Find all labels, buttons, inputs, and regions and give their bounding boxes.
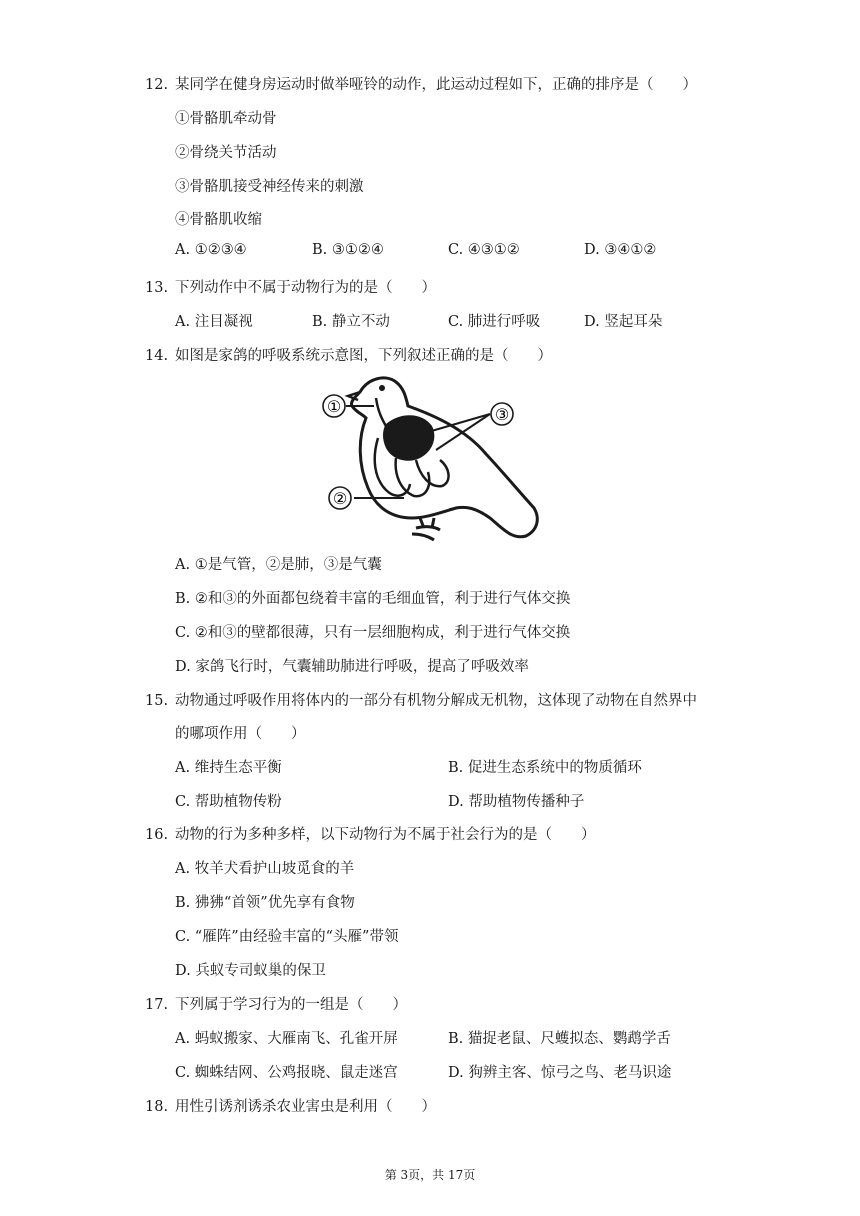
question-15 — [145, 689, 697, 710]
option-c: C. 帮助植物传粉 — [175, 794, 282, 810]
question-14 — [145, 344, 552, 365]
option-c: C. 肺进行呼吸 — [448, 314, 541, 330]
option-d: D. 兵蚁专司蚁巢的保卫 — [175, 963, 326, 979]
step-item: ④骨骼肌收缩 — [175, 212, 262, 228]
option-d: D. ③④①② — [584, 242, 657, 258]
option-a: A. 蚂蚁搬家、大雁南飞、孔雀开屏 — [175, 1031, 398, 1047]
pigeon-leg — [412, 518, 440, 540]
step-item: ②骨绕关节活动 — [175, 145, 277, 161]
question-stem-continued: 的哪项作用（ ） — [175, 726, 306, 742]
option-c: C. “雁阵”由经验丰富的“头雁”带领 — [175, 929, 399, 945]
question-number: 17. — [145, 997, 169, 1013]
step-item: ③骨骼肌接受神经传来的刺激 — [175, 179, 364, 195]
question-number: 16. — [145, 827, 169, 843]
question-16 — [145, 823, 596, 844]
option-b: B. ③①②④ — [312, 242, 384, 258]
pigeon-respiratory-diagram — [316, 368, 546, 548]
question-number: 14. — [145, 348, 169, 364]
option-b: B. 狒狒“首领”优先享有食物 — [175, 895, 355, 911]
question-number: 15. — [145, 693, 169, 709]
question-18 — [145, 1095, 436, 1116]
question-number: 12. — [145, 77, 169, 93]
question-stem: 动物通过呼吸作用将体内的一部分有机物分解成无机物，这体现了动物在自然界中 — [175, 693, 697, 709]
option-a: A. 注目凝视 — [175, 314, 253, 330]
option-b: B. 静立不动 — [312, 314, 390, 330]
option-c: C. ②和③的壁都很薄，只有一层细胞构成，利于进行气体交换 — [175, 625, 571, 641]
label-3-pointer-b — [436, 414, 490, 450]
option-d: D. 帮助植物传播种子 — [448, 794, 585, 810]
pigeon-outline — [351, 378, 537, 537]
label-3: ③ — [494, 405, 510, 424]
option-a: A. 维持生态平衡 — [175, 760, 282, 776]
question-12 — [145, 73, 697, 94]
option-b: B. 促进生态系统中的物质循环 — [448, 760, 642, 776]
option-d: D. 竖起耳朵 — [584, 314, 663, 330]
option-b: B. ②和③的外面都包绕着丰富的毛细血管，利于进行气体交换 — [175, 591, 571, 607]
option-c: C. ④③①② — [448, 242, 520, 258]
lungs — [383, 415, 434, 461]
page-footer: 第 3页，共 17页 — [384, 1168, 476, 1182]
option-c: C. 蜘蛛结网、公鸡报晓、鼠走迷宫 — [175, 1065, 398, 1081]
option-b: B. 猫捉老鼠、尺蠖拟态、鹦鹉学舌 — [448, 1031, 671, 1047]
question-number: 18. — [145, 1099, 169, 1115]
step-item: ①骨骼肌牵动骨 — [175, 111, 277, 127]
question-stem: 下列动作中不属于动物行为的是（ ） — [175, 280, 436, 296]
pigeon-eye — [379, 385, 385, 391]
option-a: A. ①是气管，②是肺，③是气囊 — [175, 557, 382, 573]
question-stem: 如图是家鸽的呼吸系统示意图，下列叙述正确的是（ ） — [175, 348, 552, 364]
label-2: ② — [332, 489, 348, 508]
question-stem: 用性引诱剂诱杀农业害虫是利用（ ） — [175, 1099, 436, 1115]
question-stem: 某同学在健身房运动时做举哑铃的动作，此运动过程如下，正确的排序是（ ） — [175, 77, 697, 93]
question-17 — [145, 993, 407, 1014]
question-13 — [145, 276, 436, 297]
option-a: A. 牧羊犬看护山坡觅食的羊 — [175, 861, 355, 877]
option-d: D. 家鸽飞行时，气囊辅助肺进行呼吸，提高了呼吸效率 — [175, 659, 529, 675]
pigeon-beak — [348, 392, 360, 400]
option-a: A. ①②③④ — [175, 242, 247, 258]
option-d: D. 狗辨主客、惊弓之鸟、老马识途 — [448, 1065, 672, 1081]
label-1: ① — [326, 397, 342, 416]
question-stem: 动物的行为多种多样，以下动物行为不属于社会行为的是（ ） — [175, 827, 596, 843]
question-stem: 下列属于学习行为的一组是（ ） — [175, 997, 407, 1013]
question-number: 13. — [145, 280, 169, 296]
